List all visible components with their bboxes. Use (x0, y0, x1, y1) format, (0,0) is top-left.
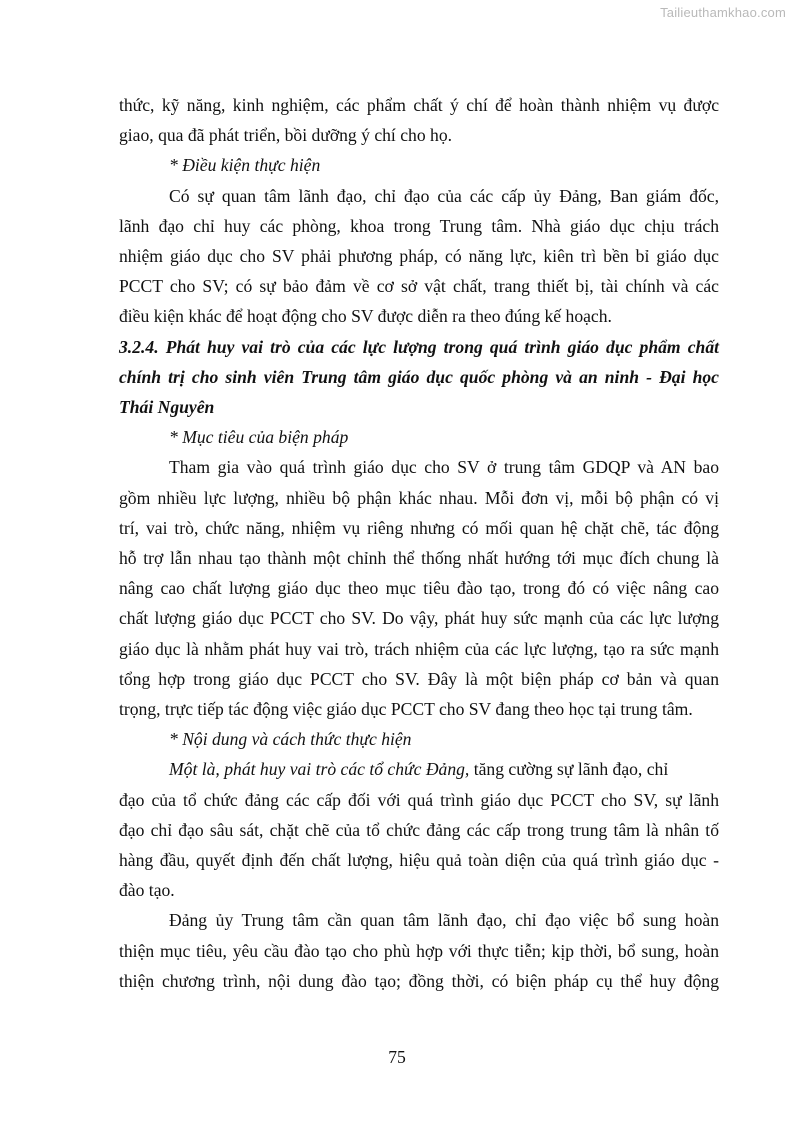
text-line: nâng cao chất lượng giáo dục theo mục tiêu đào tạo, trong đó có việc nâng cao (119, 578, 719, 599)
section-heading: chính trị cho sinh viên Trung tâm giáo dục quốc phòng và an ninh - Đại học (119, 366, 719, 387)
text-line: giáo dục là nhằm phát huy vai trò, trách nhiệm của các lực lượng, tạo ra sức mạnh (119, 638, 719, 659)
subheading-conditions: * Điều kiện thực hiện (169, 155, 321, 176)
text-line: Tham gia vào quá trình giáo dục cho SV ở trung tâm GDQP và AN bao (169, 457, 719, 478)
text-line: điều kiện khác để hoạt động cho SV được diễn ra theo đúng kế hoạch. (119, 306, 612, 327)
section-heading: 3.2.4. Phát huy vai trò của các lực lượng trong quá trình giáo dục phẩm chất (119, 336, 719, 357)
text-line: Đảng ủy Trung tâm cần quan tâm lãnh đạo, chỉ đạo việc bổ sung hoàn (169, 910, 719, 931)
text-line: trọng, trực tiếp tác động việc giáo dục PCCT cho SV đang theo học tại trung tâm. (119, 699, 693, 720)
text-line (119, 754, 719, 784)
subheading-content: * Nội dung và cách thức thực hiện (169, 729, 412, 750)
text-lead-italic: Một là, phát huy vai trò các tổ chức Đảng, (169, 759, 470, 780)
text-line: thiện chương trình, nội dung đào tạo; đồng thời, có biện pháp cụ thể huy động (119, 970, 719, 991)
subheading-objective: * Mục tiêu của biện pháp (169, 427, 349, 448)
text-line: PCCT cho SV; có sự bảo đảm về cơ sở vật chất, trang thiết bị, tài chính và các (119, 276, 719, 297)
text-line: tổng hợp trong giáo dục PCCT cho SV. Đây là một biện pháp cơ bản và quan (119, 668, 719, 689)
text-line-rest: tăng cường sự lãnh đạo, chỉ (469, 759, 669, 780)
text-line: đạo của tổ chức đảng các cấp đối với quá trình giáo dục PCCT cho SV, sự lãnh (119, 789, 719, 810)
text-line: hỗ trợ lẫn nhau tạo thành một chỉnh thể thống nhất hướng tới mục đích chung là (119, 548, 719, 569)
section-heading: Thái Nguyên (119, 397, 215, 418)
text-line: hàng đầu, quyết định đến chất lượng, hiệu quả toàn diện của quá trình giáo dục - (119, 850, 719, 871)
text-line: giao, qua đã phát triển, bồi dưỡng ý chí cho họ. (119, 125, 453, 146)
watermark: Tailieuthamkhao.com (660, 5, 786, 20)
page-number: 75 (388, 1047, 406, 1067)
text-line: đào tạo. (119, 880, 175, 901)
document-body (119, 90, 719, 996)
text-line: trí, vai trò, chức năng, nhiệm vụ riêng nhưng có mối quan hệ chặt chẽ, tác động (119, 517, 719, 538)
text-line: nhiệm giáo dục cho SV phải phương pháp, có năng lực, kiên trì bền bỉ giáo dục (119, 246, 719, 267)
text-line: đạo chỉ đạo sâu sát, chặt chẽ của tổ chức đảng các cấp trong trung tâm là nhân tố (119, 819, 719, 840)
text-line: thức, kỹ năng, kinh nghiệm, các phẩm chất ý chí để hoàn thành nhiệm vụ được (119, 95, 719, 115)
text-line: gồm nhiều lực lượng, nhiều bộ phận khác nhau. Mỗi đơn vị, mỗi bộ phận có vị (119, 487, 719, 508)
text-line: Có sự quan tâm lãnh đạo, chỉ đạo của các cấp ủy Đảng, Ban giám đốc, (169, 185, 719, 206)
text-line: chất lượng giáo dục PCCT cho SV. Do vậy, phát huy sức mạnh của các lực lượng (119, 608, 719, 629)
text-line: thiện mục tiêu, yêu cầu đào tạo cho phù hợp với thực tiễn; kịp thời, bổ sung, hoàn (119, 940, 719, 961)
text-line: lãnh đạo chỉ huy các phòng, khoa trong Trung tâm. Nhà giáo dục chịu trách (119, 215, 719, 236)
